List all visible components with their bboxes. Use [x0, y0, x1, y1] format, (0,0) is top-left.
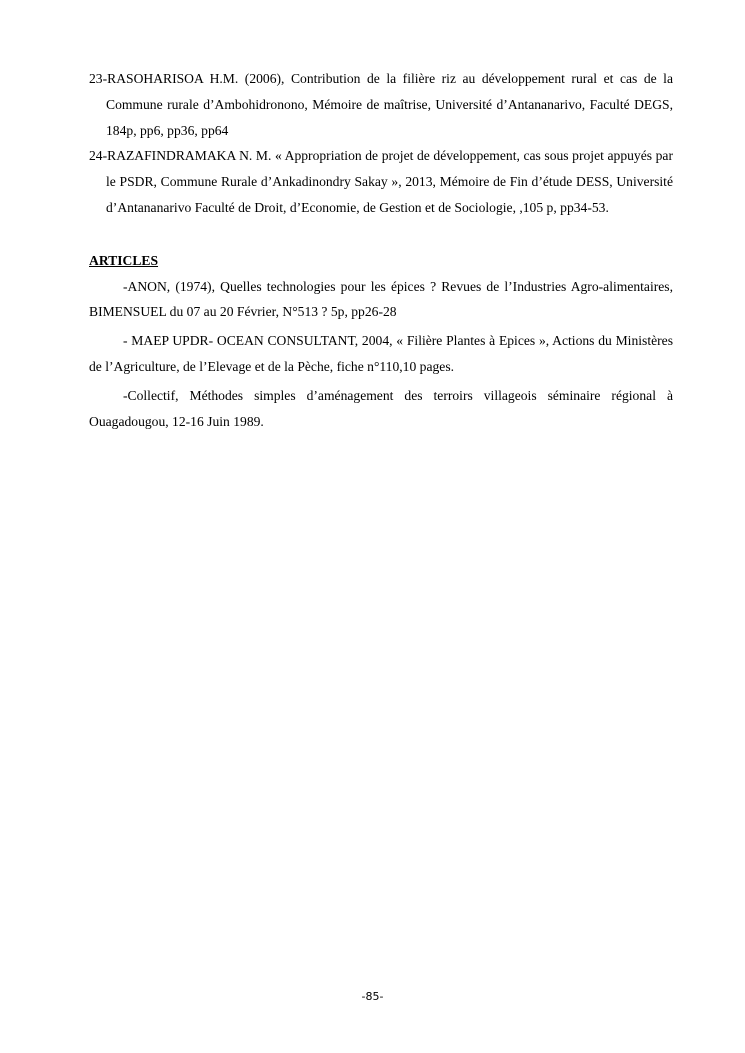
article-item-collectif: -Collectif, Méthodes simples d’aménagement des terroirs villageois séminaire régional à Ouagadougou, 12-16 Juin 1989.	[89, 387, 673, 429]
article-item-anon: -ANON, (1974), Quelles technologies pour les épices ? Revues de l’Industries Agro-alimentaires, BIMENSUEL du 07 au 20 Février, N°513 ? 5p, pp26-28	[89, 278, 673, 320]
bibliography-content	[89, 66, 673, 437]
reference-23: 23-RASOHARISOA H.M. (2006), Contribution de la filière riz au développement rural et cas de la Commune rurale d’Ambohidronono, Mémoire de maîtrise, Université d’Antananarivo, Faculté DEGS, 184p, pp6, pp36, pp64	[89, 71, 673, 138]
article-item-maep: - MAEP UPDR- OCEAN CONSULTANT, 2004, « Filière Plantes à Epices », Actions du Ministères de l’Agriculture, de l’Elevage et de la Pèche, fiche n°110,10 pages.	[89, 333, 673, 374]
articles-heading: ARTICLES	[89, 252, 159, 268]
reference-24: 24-RAZAFINDRAMAKA N. M. « Appropriation de projet de développement, cas sous projet appuyés par le PSDR, Commune Rurale d’Ankadinondry Sakay », 2013, Mémoire de Fin d’étude DESS, Université d’Antananarivo Faculté de Droit, d’Economie, de Gestion et de Sociologie, ,105 p, pp34-53.	[89, 148, 673, 215]
page-number: -85-	[361, 990, 384, 1003]
